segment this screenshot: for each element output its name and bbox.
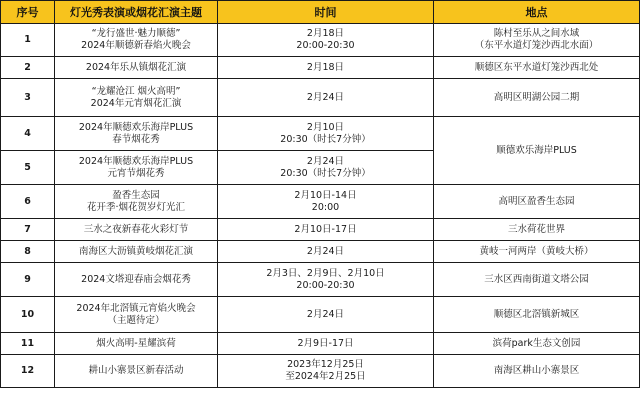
time-line: 2月24日 (306, 155, 345, 167)
theme-line: 春节烟花秀 (112, 133, 160, 145)
place-cell (434, 117, 640, 185)
place-line: 三水荷花世界 (507, 223, 565, 235)
row-number: 1 (1, 24, 55, 57)
time-cell (218, 151, 434, 185)
place-line: （东平水道灯笼沙西北水面） (474, 40, 599, 51)
place-line: 高明区明湖公园二期 (493, 91, 580, 103)
time-line: 2月24日 (306, 91, 345, 103)
row-number: 6 (1, 185, 55, 219)
time-cell (218, 355, 434, 388)
place-cell (434, 263, 640, 297)
time-line: 2月18日 (306, 28, 345, 39)
theme-line: 花开季·烟花贺岁灯光汇 (86, 201, 186, 213)
time-line: 20:00 (311, 201, 340, 213)
place-cell (434, 355, 640, 388)
time-cell (218, 219, 434, 241)
theme-cell (55, 151, 218, 185)
row-number: 9 (1, 263, 55, 297)
place-cell (434, 57, 640, 79)
table-row (1, 297, 640, 333)
theme-cell (55, 57, 218, 79)
theme-line: 2024年顺德欢乐海岸PLUS (78, 121, 194, 133)
table-row (1, 219, 640, 241)
place-line: 顺德欢乐海岸PLUS (496, 144, 577, 156)
place-line: 滨荷park生态文创园 (492, 337, 581, 349)
table-header-row (1, 1, 640, 24)
place-cell (434, 297, 640, 333)
column-header-time: 时间 (218, 1, 434, 24)
row-number: 4 (1, 117, 55, 151)
time-cell (218, 263, 434, 297)
place-cell (434, 241, 640, 263)
theme-cell (55, 355, 218, 388)
place-cell (434, 24, 640, 57)
theme-cell (55, 241, 218, 263)
column-header-theme: 灯光秀表演或烟花汇演主题 (55, 1, 218, 24)
theme-line: 2024年乐从镇烟花汇演 (85, 61, 187, 73)
theme-line: 2024年顺德欢乐海岸PLUS (78, 155, 194, 167)
row-number: 7 (1, 219, 55, 241)
time-cell (218, 185, 434, 219)
table-row (1, 117, 640, 151)
theme-line: 烟火高明-星耀滨荷 (96, 337, 176, 349)
theme-cell (55, 24, 218, 57)
time-line: 2月10日-14日 (294, 189, 357, 201)
theme-line: 2024年北滘镇元宵焰火晚会 (76, 302, 196, 314)
place-line: 高明区盈香生态园 (498, 195, 575, 207)
place-line: 南海区耕山小寨景区 (493, 365, 580, 376)
table-row (1, 24, 640, 57)
time-line: 至2024年2月25日 (285, 371, 366, 382)
theme-line: 2024文塔迎春庙会烟花秀 (81, 273, 191, 285)
theme-line: 南海区大沥镇黄岐烟花汇演 (78, 245, 193, 257)
place-line: 三水区西南街道文塔公园 (484, 273, 589, 285)
theme-cell (55, 297, 218, 333)
time-line: 2月9日-17日 (297, 337, 354, 349)
time-cell (218, 297, 434, 333)
theme-line: “龙行盛世·魅力顺德” (91, 28, 181, 39)
place-cell (434, 333, 640, 355)
time-line: 20:00-20:30 (296, 40, 355, 51)
table-row (1, 185, 640, 219)
theme-line: （主题待定） (107, 314, 165, 326)
column-header-number: 序号 (1, 1, 55, 24)
theme-line: 2024年元宵烟花汇演 (90, 97, 182, 109)
time-cell (218, 79, 434, 117)
time-line: 2月3日、2月9日、2月10日 (266, 267, 385, 279)
row-number: 8 (1, 241, 55, 263)
table-row (1, 57, 640, 79)
place-cell (434, 219, 640, 241)
row-number: 5 (1, 151, 55, 185)
table-row (1, 333, 640, 355)
theme-line: 元宵节烟花秀 (107, 167, 165, 179)
place-line: 黄岐一河两岸（黄岐大桥） (479, 245, 594, 257)
time-line: 20:30（时长7分钟） (280, 167, 371, 179)
table-row (1, 79, 640, 117)
place-line: 顺德区北滘镇新城区 (493, 308, 580, 320)
time-line: 20:00-20:30 (296, 279, 355, 291)
theme-cell (55, 79, 218, 117)
theme-cell (55, 185, 218, 219)
table-row (1, 263, 640, 297)
time-cell (218, 333, 434, 355)
place-line: 顺德区东平水道灯笼沙西北处 (474, 61, 599, 73)
time-line: 2月18日 (306, 61, 345, 73)
theme-cell (55, 263, 218, 297)
time-line: 2月24日 (306, 245, 345, 257)
time-cell (218, 117, 434, 151)
time-line: 2月10日 (306, 121, 345, 133)
row-number: 3 (1, 79, 55, 117)
column-header-place: 地点 (434, 1, 640, 24)
place-line: 陈村至乐从之间水域 (493, 28, 580, 39)
place-cell (434, 79, 640, 117)
theme-cell (55, 117, 218, 151)
place-cell (434, 185, 640, 219)
row-number: 2 (1, 57, 55, 79)
table-row (1, 241, 640, 263)
time-line: 20:30（时长7分钟） (280, 133, 371, 145)
theme-line: 2024年顺德新春焰火晚会 (81, 40, 191, 51)
time-line: 2023年12月25日 (287, 359, 364, 370)
time-line: 2月24日 (306, 308, 345, 320)
time-cell (218, 57, 434, 79)
theme-line: 耕山小寨景区新春活动 (88, 365, 184, 376)
time-line: 2月10日-17日 (294, 223, 357, 235)
theme-line: 盈香生态园 (112, 189, 160, 201)
row-number: 12 (1, 355, 55, 388)
table-row (1, 355, 640, 388)
theme-cell (55, 219, 218, 241)
row-number: 11 (1, 333, 55, 355)
time-cell (218, 241, 434, 263)
theme-line: “龙耀沧江 烟火高明” (91, 85, 181, 97)
theme-cell (55, 333, 218, 355)
theme-line: 三水之夜新春花火彩灯节 (83, 223, 189, 235)
row-number: 10 (1, 297, 55, 333)
time-cell (218, 24, 434, 57)
